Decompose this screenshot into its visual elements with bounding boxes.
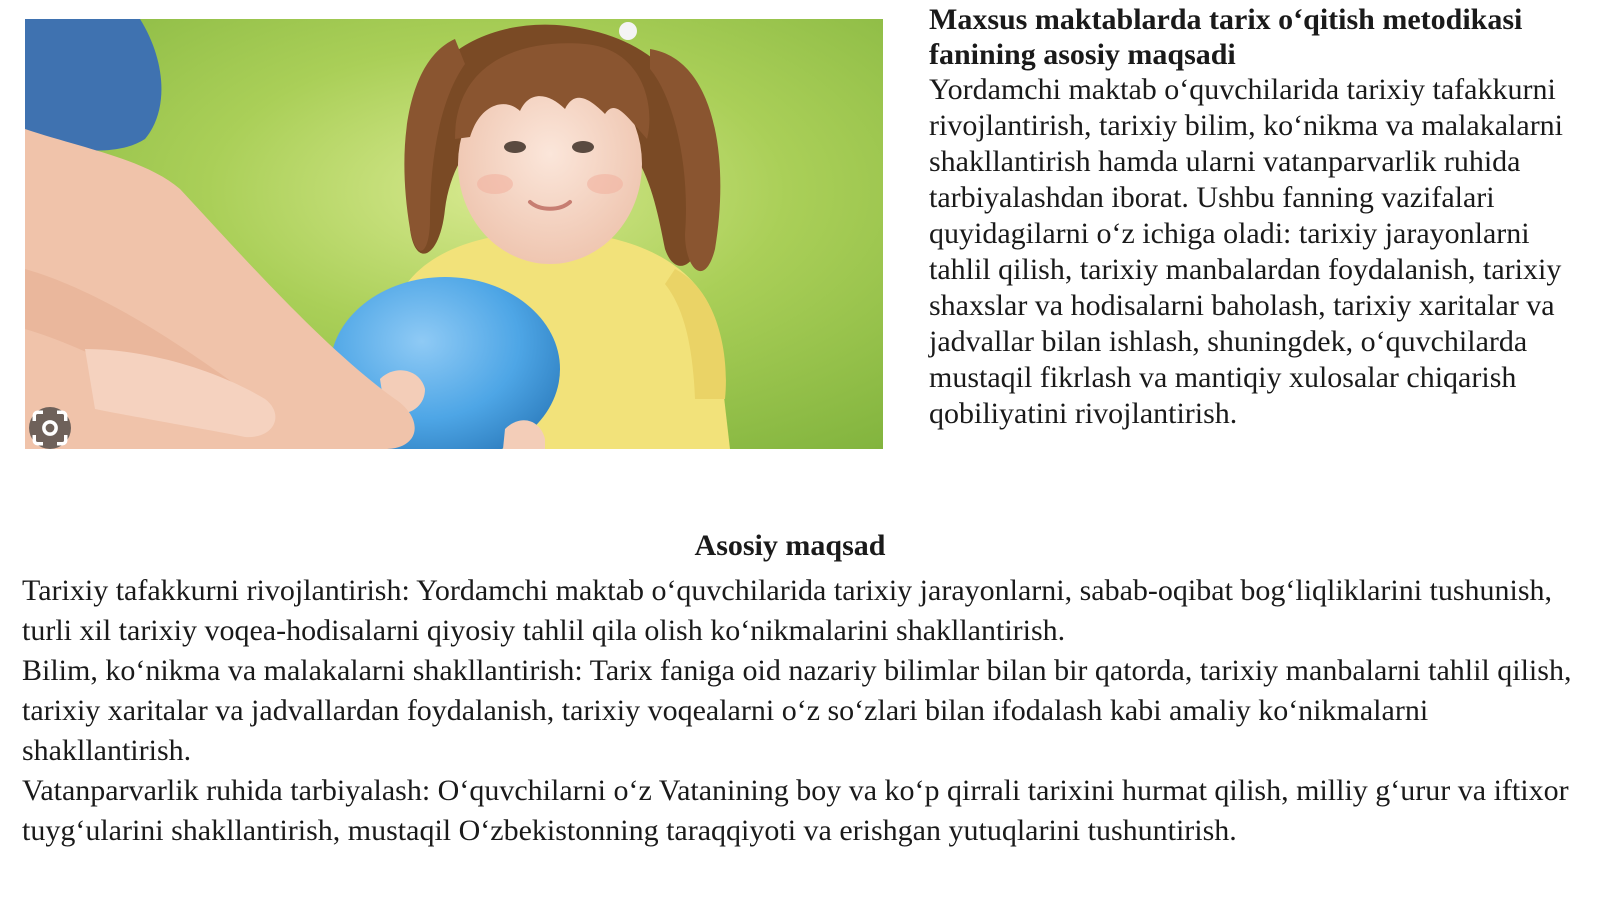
lens-icon: [29, 213, 71, 449]
side-paragraph: Yordamchi maktab o‘quvchilarida tarixiy tafakkurni rivojlantirish, tarixiy bilim, ko‘nikma va malakalarni shakllantirish hamda ularni vatanparvarlik ruhida tarbiyalashdan iborat. Ushbu fanning vazifalari quyidagilarni o‘z ichiga oladi: tarixiy jarayonlarni tahlil qilish, tarixiy manbalardan foydalanish, tarixiy shaxslar va hodisalarni baholash, tarixiy xaritalar va jadvallar bilan ishlash, shuningdek, o‘quvchilarda mustaqil fikrlash va mantiqiy xulosalar chiqarish qobiliyatini rivojlantirish.: [929, 73, 1564, 430]
lens-search-button[interactable]: [29, 407, 71, 449]
paragraph-patriotism: Vatanparvarlik ruhida tarbiyalash: O‘quvchilarni o‘z Vatanining boy va ko‘p qirrali tarixini hurmat qilish, milliy g‘urur va iftixor tuyg‘ularini shakllantirish, mustaqil O‘zbekistonning taraqqiyoti va erishgan yutuqlarini tushuntirish.: [22, 774, 1569, 847]
photo-illustration: [25, 19, 883, 449]
section-heading: Asosiy maqsad: [694, 529, 886, 562]
side-heading: Maxsus maktablarda tarix o‘qitish metodikasi fanining asosiy maqsadi: [929, 3, 1523, 71]
paragraph-skills: Bilim, ko‘nikma va malakalarni shakllantirish: Tarix faniga oid nazariy bilimlar bilan bir qatorda, tarixiy manbalarni tahlil qilish, tarixiy xaritalar va jadvallardan foydalanish, tarixiy voqealarni o‘z so‘zlari bilan ifodalash kabi amaliy ko‘nikmalarni shakllantirish.: [22, 654, 1572, 767]
hero-photo: [25, 19, 883, 449]
section-body: [22, 571, 1582, 851]
paragraph-thinking: Tarixiy tafakkurni rivojlantirish: Yordamchi maktab o‘quvchilarida tarixiy jarayonlarni, sabab-oqibat bog‘liqliklarini tushunish, turli xil tarixiy voqea-hodisalarni qiyosiy tahlil qila olish ko‘nikmalarini shakllantirish.: [22, 574, 1553, 647]
side-text-block: [929, 2, 1579, 432]
